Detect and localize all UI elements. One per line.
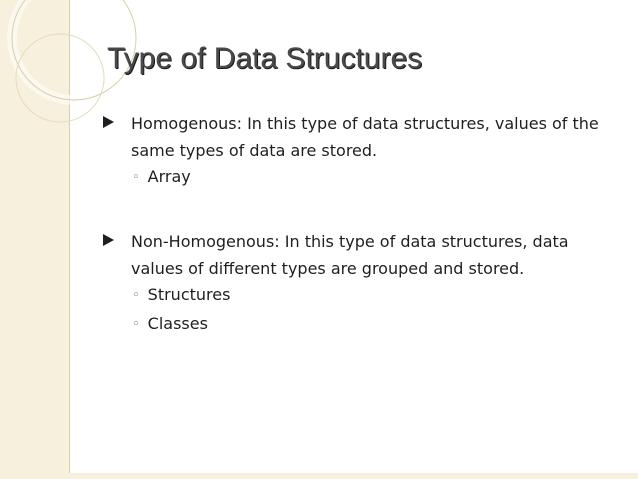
bottom-band [0,473,638,479]
bullet-homogenous [103,110,608,164]
subitem-label: Structures [147,285,231,304]
subitem-label: Classes [147,314,208,333]
bullet-text: Non-Homogenous: In this type of data structures, data values of different types are grouped and stored. [131,232,569,278]
subitem-array [132,163,191,192]
slide-title: Type of Data Structures [107,42,423,75]
subitem-structures [132,281,230,310]
bullet-arrow-icon [103,234,114,246]
bullet-arrow-icon [103,116,114,128]
ring-bullet-icon: ◦ [132,317,140,332]
bullet-text: Homogenous: In this type of data structures, values of the same types of data are stored. [131,114,599,160]
left-decorative-panel [0,0,70,479]
bullet-non-homogenous [103,228,608,282]
ring-bullet-icon: ◦ [132,170,140,185]
subitem-label: Array [147,167,191,186]
ring-bullet-icon: ◦ [132,288,140,303]
subitem-classes [132,310,208,339]
